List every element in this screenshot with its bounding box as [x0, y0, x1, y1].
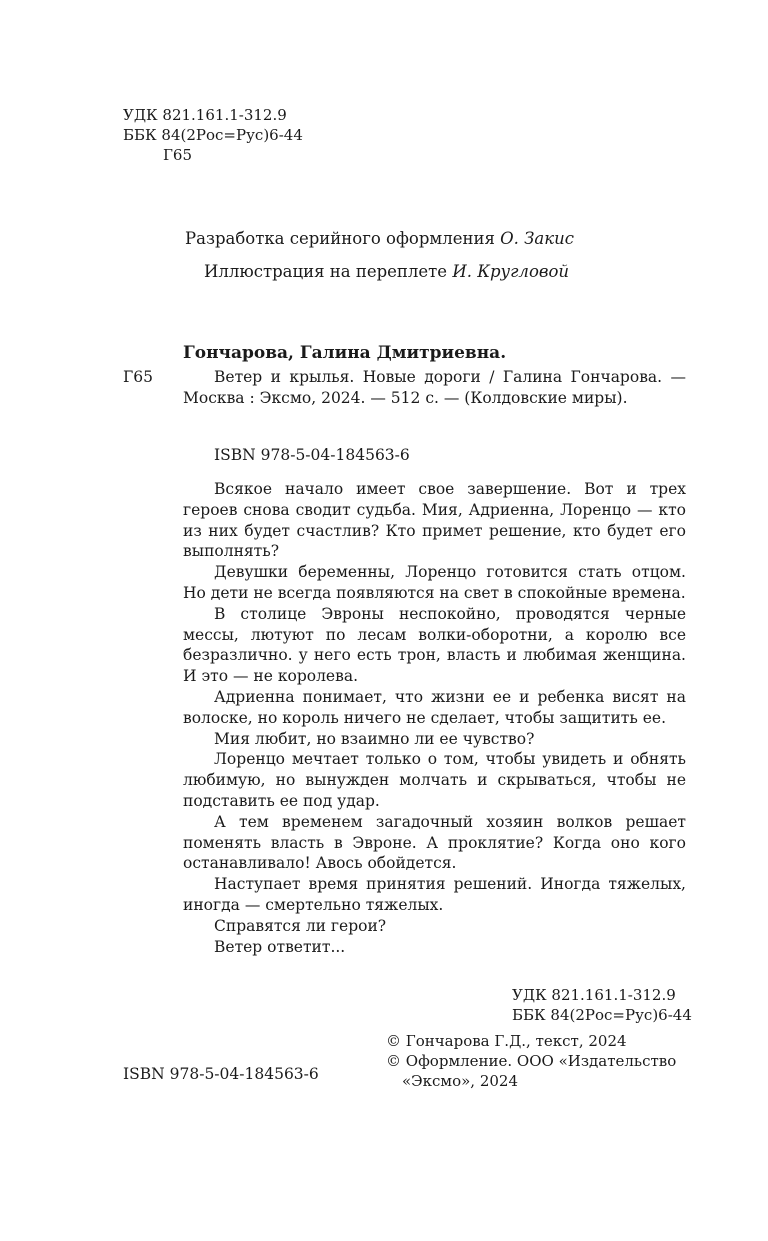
catalog-isbn: ISBN 978-5-04-184563-6 [214, 446, 410, 464]
annotation-paragraph: Адриенна понимает, что жизни ее и ребенка висят на волоске, но король ничего не сделает, чтобы защитить ее. [183, 687, 686, 727]
bbk-code: ББК 84(2Рос=Рус)6-44 [123, 126, 303, 144]
catalog-description: Ветер и крылья. Новые дороги / Галина Гончарова. — Москва : Эксмо, 2024. — 512 с. — (Колдовские миры). [183, 368, 686, 407]
series-design-credit [185, 228, 574, 250]
udk-code: УДК 821.161.1-312.9 [123, 106, 287, 124]
bbk-code-bottom: ББК 84(2Рос=Рус)6-44 [512, 1006, 692, 1024]
isbn-bottom: ISBN 978-5-04-184563-6 [123, 1065, 319, 1083]
annotation-paragraph: Мия любит, но взаимно ли ее чувство? [214, 729, 535, 748]
classification-top [123, 105, 303, 165]
copyright-design-line1: © Оформление. ООО «Издательство [386, 1052, 677, 1070]
annotation-paragraph: Справятся ли герои? [214, 916, 387, 935]
annotation [183, 479, 686, 957]
illustration-label: Иллюстрация на переплете [204, 262, 448, 281]
annotation-paragraph: Ветер ответит... [214, 937, 346, 956]
series-design-name: О. Закис [500, 229, 574, 248]
author-heading: Гончарова, Галина Дмитриевна. [183, 343, 507, 363]
udk-code-bottom: УДК 821.161.1-312.9 [512, 986, 676, 1004]
copyright-text: © Гончарова Г.Д., текст, 2024 [386, 1032, 627, 1050]
annotation-paragraph: Девушки беременны, Лоренцо готовится стать отцом. Но дети не всегда появляются на свет в спокойные времена. [183, 563, 686, 602]
catalog-mark: Г65 [123, 368, 153, 386]
illustration-credit [204, 261, 569, 283]
classification-bottom [512, 985, 692, 1025]
series-design-label: Разработка серийного оформления [185, 229, 495, 248]
illustration-name: И. Кругловой [452, 262, 570, 281]
annotation-paragraph: Всякое начало имеет свое завершение. Вот и трех героев снова сводит судьба. Мия, Адриенна, Лоренцо — кто из них будет счастлив? Кто примет решение, кто будет его выполнять? [183, 480, 686, 561]
annotation-paragraph: В столице Эвроны неспокойно, проводятся черные мессы, лютуют по лесам волки-оборотни, а королю все безразлично. у него есть трон, власть и любимая женщина. И это — не королева. [183, 604, 686, 686]
author-mark: Г65 [163, 146, 193, 164]
annotation-paragraph: Наступает время принятия решений. Иногда тяжелых, иногда — смертельно тяжелых. [183, 875, 686, 914]
copyright-block [386, 1031, 676, 1091]
annotation-paragraph: А тем временем загадочный хозяин волков решает поменять власть в Эвроне. А проклятие? Когда оно кого останавливало! Авось обойдется. [183, 812, 686, 873]
copyright-design-line2: «Эксмо», 2024 [402, 1072, 519, 1090]
annotation-paragraph: Лоренцо мечтает только о том, чтобы увидеть и обнять любимую, но вынужден молчать и скрываться, чтобы не подставить ее под удар. [183, 750, 686, 810]
